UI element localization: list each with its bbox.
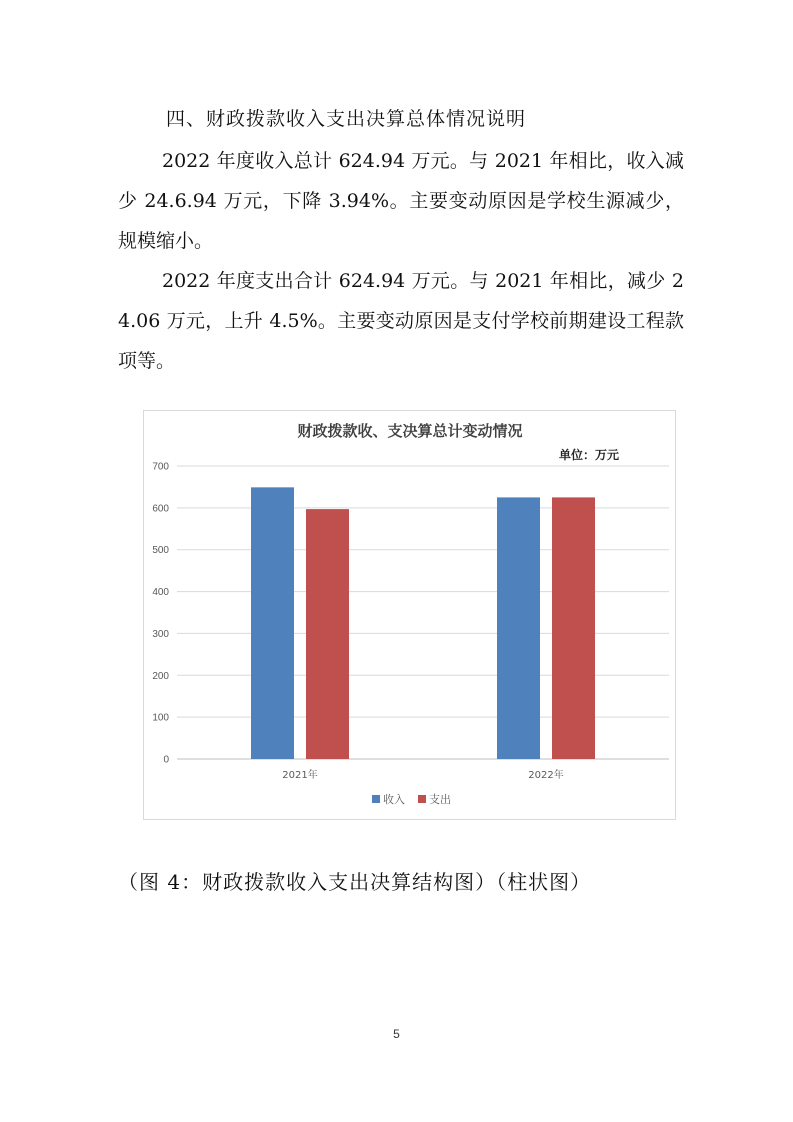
legend-swatch-income: [372, 795, 380, 803]
bar-chart: [143, 410, 676, 820]
x-category-label: 2022年: [528, 770, 564, 781]
bars: [251, 487, 595, 759]
y-tick-label: 700: [152, 461, 169, 473]
bar-income-2: [497, 497, 540, 759]
figure-caption: （图 4：财政拨款收入支出决算结构图）（柱状图）: [118, 870, 592, 894]
expense-paragraph: 2022 年度支出合计 624.94 万元。与 2021 年相比，减少 24.06 万元，上升 4.5%。主要变动原因是支付学校前期建设工程款项等。: [118, 270, 684, 372]
legend-label-expense: 支出: [429, 793, 451, 806]
legend: [372, 792, 451, 806]
legend-label-income: 收入: [383, 793, 405, 806]
y-tick-label: 600: [152, 503, 169, 515]
bar-chart-svg: [144, 411, 677, 821]
page-number: 5: [393, 1027, 400, 1041]
section-heading: 四、财政拨款收入支出决算总体情况说明: [166, 108, 527, 130]
legend-swatch-expense: [418, 795, 426, 803]
x-category-label: 2021年: [282, 770, 318, 781]
chart-title: 财政拨款收、支决算总计变动情况: [297, 422, 523, 440]
y-tick-label: 200: [152, 670, 169, 682]
y-tick-label: 100: [152, 712, 169, 724]
y-tick-label: 300: [152, 628, 169, 640]
gridlines: [177, 466, 669, 759]
y-tick-label: 0: [163, 754, 169, 766]
bar-expense-2: [552, 497, 595, 759]
income-paragraph: 2022 年度收入总计 624.94 万元。与 2021 年相比，收入减少 24.6.94 万元，下降 3.94%。主要变动原因是学校生源减少，规模缩小。: [118, 150, 684, 252]
bar-income-1: [251, 487, 294, 759]
chart-unit-label: 单位：万元: [559, 448, 620, 462]
y-tick-label: 400: [152, 587, 169, 599]
bar-expense-1: [306, 509, 349, 759]
y-tick-label: 500: [152, 545, 169, 557]
